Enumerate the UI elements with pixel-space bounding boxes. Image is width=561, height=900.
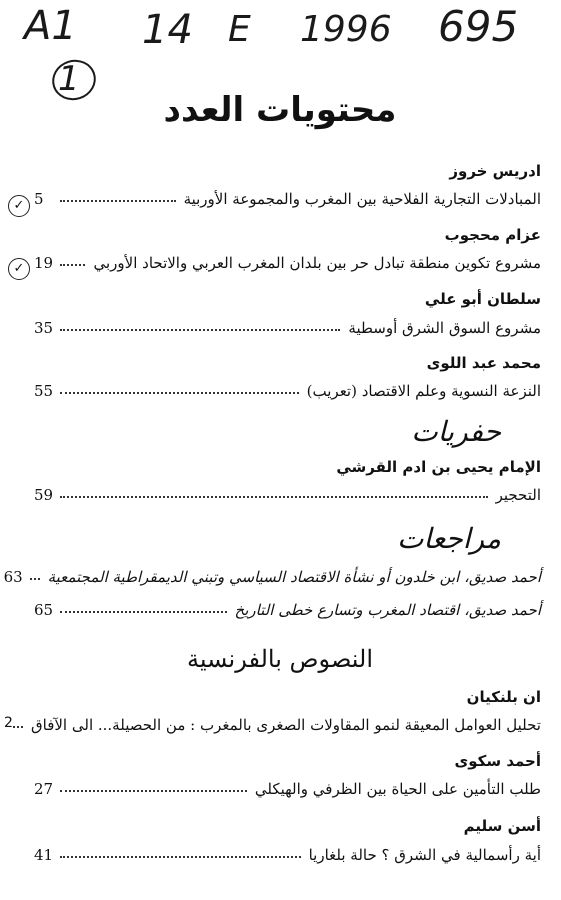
entry-page: 59 <box>34 486 54 504</box>
toc-entry[interactable] <box>34 313 541 337</box>
dot-leader <box>60 200 176 202</box>
handwritten-check-icon: ✓ <box>8 258 30 280</box>
entry-page: 27 <box>34 780 54 798</box>
toc-entry[interactable] <box>31 710 541 734</box>
section-title-hafriyat: حفريات <box>411 415 501 448</box>
entry-author: ادريس خروز <box>449 162 541 180</box>
entry-author: سلطان أبو علي <box>424 290 541 308</box>
toc-entry[interactable] <box>3 562 541 586</box>
margin-digit: 2 <box>4 715 13 731</box>
entry-author: محمد عبد اللوى <box>426 354 541 372</box>
entry-title: أحمد صديق، اقتصاد المغرب وتسارع خطى التاريخ <box>234 601 541 619</box>
dot-leader <box>60 329 340 331</box>
dot-leader <box>60 392 299 394</box>
handwritten-letter-e: E <box>228 9 251 50</box>
entry-title: أحمد صديق، ابن خلدون أو نشأة الاقتصاد السياسي وتبني الديمقراطية المجتمعية <box>47 568 541 586</box>
entry-page: 5 <box>34 190 44 208</box>
entry-title: تحليل العوامل المعيقة لنمو المقاولات الصغرى بالمغرب : من الحصيلة... الى الآفاق <box>31 716 541 734</box>
entry-title: مشروع تكوين منطقة تبادل حر بين بلدان المغرب العربي والاتحاد الأوربي <box>93 254 541 272</box>
handwritten-number-695: 695 <box>438 2 519 51</box>
dot-leader <box>13 726 23 728</box>
entry-page: 19 <box>34 254 54 272</box>
handwritten-check-icon: ✓ <box>8 195 30 217</box>
entry-author: الإمام يحيى بن ادم القرشي <box>336 458 541 476</box>
entry-page: 35 <box>34 319 54 337</box>
toc-entry[interactable] <box>34 840 541 864</box>
entry-title: التحجير <box>495 486 541 504</box>
dot-leader <box>60 496 488 498</box>
toc-entry[interactable] <box>34 480 541 504</box>
entry-page: 41 <box>34 846 54 864</box>
dot-leader <box>60 264 85 266</box>
toc-entry[interactable] <box>34 595 541 619</box>
entry-author: ان بلنكيان <box>466 688 541 706</box>
dot-leader <box>60 790 247 792</box>
dot-leader <box>30 578 40 580</box>
entry-title: طلب التأمين على الحياة بين الظرفي والهيكلي <box>254 780 541 798</box>
entry-page: 55 <box>34 382 54 400</box>
entry-author: أسن سليم <box>463 817 541 835</box>
dot-leader <box>60 611 227 613</box>
handwritten-year: 1996 <box>300 9 392 50</box>
entry-title: النزعة النسوية وعلم الاقتصاد (تعريب) <box>306 382 541 400</box>
page-title: محتويات العدد <box>163 90 397 130</box>
section-title-murajaat: مراجعات <box>397 522 501 555</box>
entry-title: أية رأسمالية في الشرق ؟ حالة بلغاريا <box>308 846 541 864</box>
handwritten-circled-one: 1 <box>58 59 80 99</box>
toc-entry[interactable] <box>34 184 541 208</box>
entry-page: 63 <box>3 568 23 586</box>
dot-leader <box>60 856 301 858</box>
entry-author: عزام محجوب <box>444 226 541 244</box>
toc-entry[interactable] <box>34 376 541 400</box>
entry-title: مشروع السوق الشرق أوسطية <box>348 319 541 337</box>
entry-author: أحمد سكوى <box>454 752 541 770</box>
toc-entry[interactable] <box>34 774 541 798</box>
handwritten-code-a1: A1 <box>24 3 77 49</box>
toc-entry[interactable] <box>34 248 541 272</box>
handwritten-number-14: 14 <box>142 7 193 53</box>
entry-page: 65 <box>34 601 54 619</box>
entry-title: المبادلات التجارية الفلاحية بين المغرب والمجموعة الأوربية <box>183 190 541 208</box>
section-title-french: النصوص بالفرنسية <box>187 645 373 673</box>
